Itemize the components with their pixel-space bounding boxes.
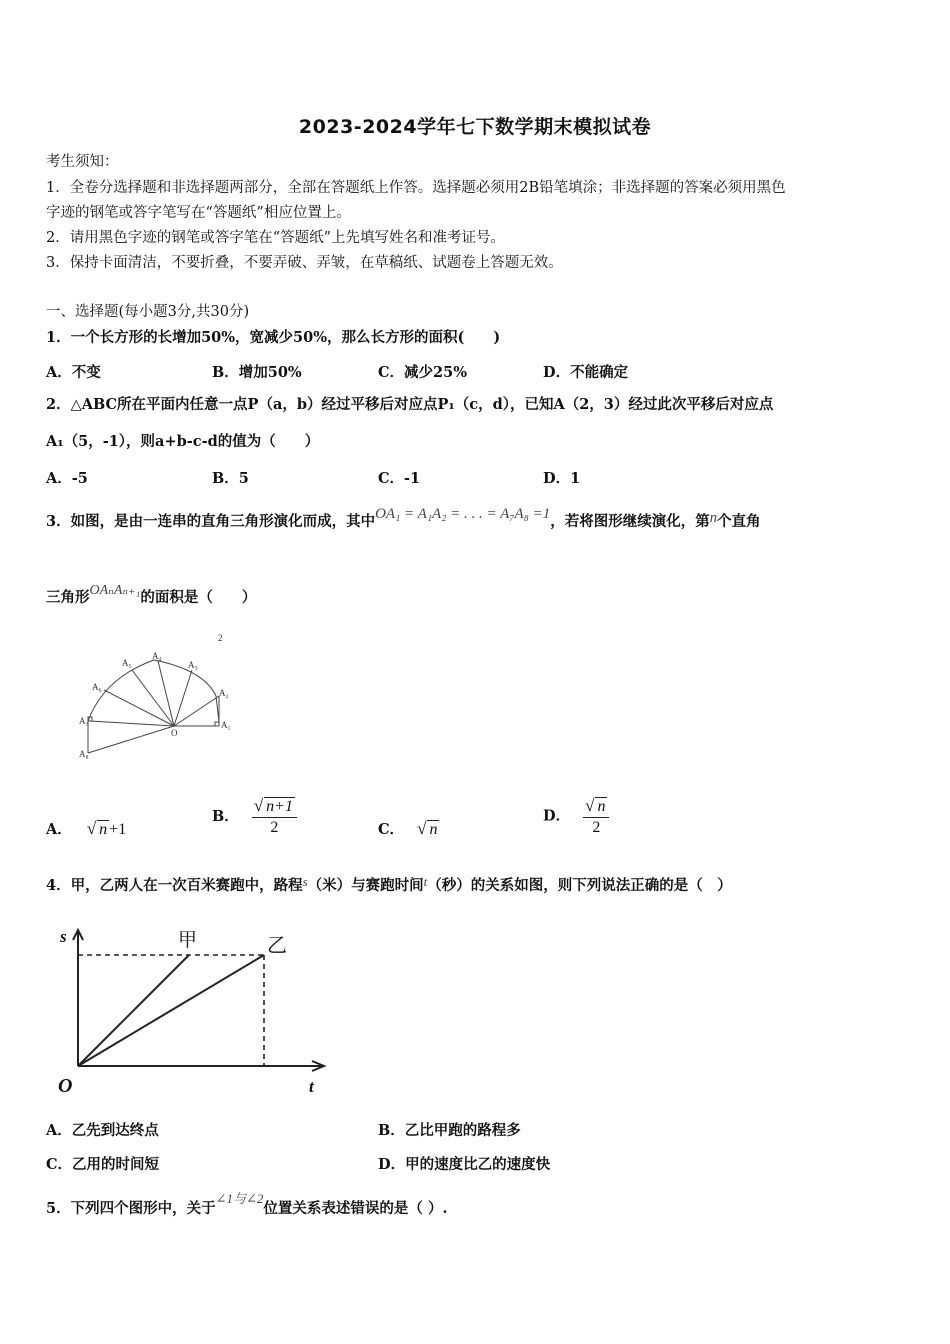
notice-heading: 考生须知： [46, 154, 119, 170]
q4-origin-label: O [58, 1075, 73, 1097]
q3-segment-oa3 [174, 670, 192, 726]
q5-stem-math: ∠1与∠2 [215, 1191, 264, 1206]
q2-stem-1: 2．△ABC所在平面内任意一点P（a，b）经过平移后对应点P₁（c，d），已知A（2，3）经过此次平移后对应点 [46, 396, 774, 413]
q4-stem-post: （秒）的关系如图，则下列说法正确的是（ ） [427, 877, 732, 894]
q4-graph-svg [54, 920, 344, 1100]
q5-stem-post: 位置关系表述错误的是（ ）. [263, 1200, 448, 1217]
q3-stem2-post: 的面积是（ ） [140, 589, 257, 606]
q3-stem-line-2 [46, 583, 257, 609]
q1-option-b: B．增加50% [212, 364, 302, 381]
q4-label-jia: 甲 [178, 929, 198, 951]
q3-stem-tail: 个直角 [717, 513, 761, 530]
notice-line-1b: 字迹的钢笔或答字笔写在“答题纸”相应位置上。 [46, 205, 351, 221]
q4-option-d: D．甲的速度比乙的速度快 [378, 1156, 551, 1173]
q3-segment-oa2 [174, 696, 219, 726]
q3-label-a6: A₆ [92, 682, 102, 692]
q3-right-angle-mark [215, 722, 219, 726]
q3-stem-math: OA₁ = A₁A₂ = . . . = A₇A₈ =1 [375, 506, 551, 522]
q1-option-a: A．不变 [46, 364, 101, 381]
section-heading: 一、选择题(每小题3分,共30分) [46, 304, 250, 320]
q4-distance-time-graph [54, 920, 344, 1100]
q4-stem [46, 876, 732, 896]
q3-stem-n: n [709, 510, 718, 526]
q4-stem-pre: 4．甲，乙两人在一次百米赛跑中，路程 [46, 877, 303, 894]
q3-segment-oa6 [104, 690, 174, 726]
q4-stem-t: t [423, 874, 428, 889]
q3-stem2-pre: 三角形 [46, 589, 90, 606]
q2-stem-2: A₁（5，-1），则a+b-c-d的值为（ ） [46, 433, 320, 450]
q3-label-o: O [171, 728, 178, 738]
q3-option-a-expr: n [99, 821, 108, 838]
q3-option-d: D． $\frac{√ n}{2}$ [543, 796, 609, 837]
q3-option-b: B． $\frac{√ n+1}{2}$ [212, 796, 297, 837]
q3-option-a: A． √ n +1 [46, 819, 127, 838]
notice-line-1a: 1．全卷分选择题和非选择题两部分，全部在答题纸上作答。选择题必须用2B铅笔填涂；非选择题的答案必须用黑色 [46, 180, 786, 196]
q5-stem [46, 1191, 448, 1219]
q2-option-c: C．-1 [378, 470, 421, 487]
q3-stem-pre: 3．如图，是由一连串的直角三角形演化而成，其中 [46, 513, 376, 530]
q3-label-a3: A₃ [188, 660, 198, 670]
q3-option-d-num: n [597, 798, 606, 815]
q2-option-a: A．-5 [46, 470, 88, 487]
q5-stem-pre: 5．下列四个图形中，关于 [46, 1200, 216, 1217]
q3-spiral-svg [74, 630, 244, 765]
q3-label-a8: A₈ [79, 749, 89, 759]
q4-option-a: A．乙先到达终点 [46, 1122, 159, 1139]
q4-stem-s: s [302, 874, 308, 889]
q4-stem-mid: （米）与赛跑时间 [307, 877, 424, 894]
q3-segment-oa4 [158, 661, 174, 726]
q3-option-b-den: 2 [270, 819, 279, 836]
q3-label-a1: A₁ [221, 720, 231, 730]
q3-option-c: C． √ n [378, 819, 438, 838]
q2-option-d: D．1 [543, 470, 581, 487]
q3-spiral-figure [74, 630, 244, 765]
q3-segment-oa5 [132, 670, 174, 726]
q4-y-label: s [60, 927, 67, 946]
q3-spiral-outline [88, 660, 219, 753]
q3-label-a5: A₅ [122, 658, 132, 668]
q4-x-label: t [309, 1077, 314, 1096]
q3-stem-post: ，若将图形继续演化，第 [550, 513, 710, 530]
q3-stem2-math: OAₙAₙ₊₁ [89, 583, 141, 598]
page-title: 2023-2024学年七下数学期末模拟试卷 [298, 116, 652, 138]
q1-stem: 1．一个长方形的长增加50%，宽减少50%，那么长方形的面积( ) [46, 329, 501, 346]
notice-line-2: 2．请用黑色字迹的钢笔或答字笔在“答题纸”上先填写姓名和准考证号。 [46, 230, 506, 246]
q3-option-a-plus: +1 [109, 821, 127, 838]
q3-label-a2: A₂ [219, 688, 229, 698]
q3-option-b-num: n+1 [266, 798, 293, 815]
q1-option-c: C．减少25% [378, 364, 467, 381]
q4-label-yi: 乙 [267, 933, 287, 957]
q4-option-c: C．乙用的时间短 [46, 1156, 160, 1173]
q3-segment-oa7 [90, 721, 174, 726]
q3-segment-oa8 [88, 726, 174, 753]
q1-option-d: D．不能确定 [543, 364, 629, 381]
notice-line-3: 3．保持卡面清洁，不要折叠，不要弄破、弄皱，在草稿纸、试题卷上答题无效。 [46, 255, 563, 271]
q4-option-b: B．乙比甲跑的路程多 [378, 1122, 521, 1139]
q3-label-a7: A₇ [79, 716, 89, 726]
q3-label-a4: A₄ [152, 651, 162, 661]
q2-option-b: B．5 [212, 470, 249, 487]
q3-option-c-expr: n [429, 821, 438, 838]
q3-label-corner: 2 [218, 633, 223, 643]
q3-stem-line-1 [46, 506, 761, 532]
q3-option-d-den: 2 [592, 819, 601, 836]
